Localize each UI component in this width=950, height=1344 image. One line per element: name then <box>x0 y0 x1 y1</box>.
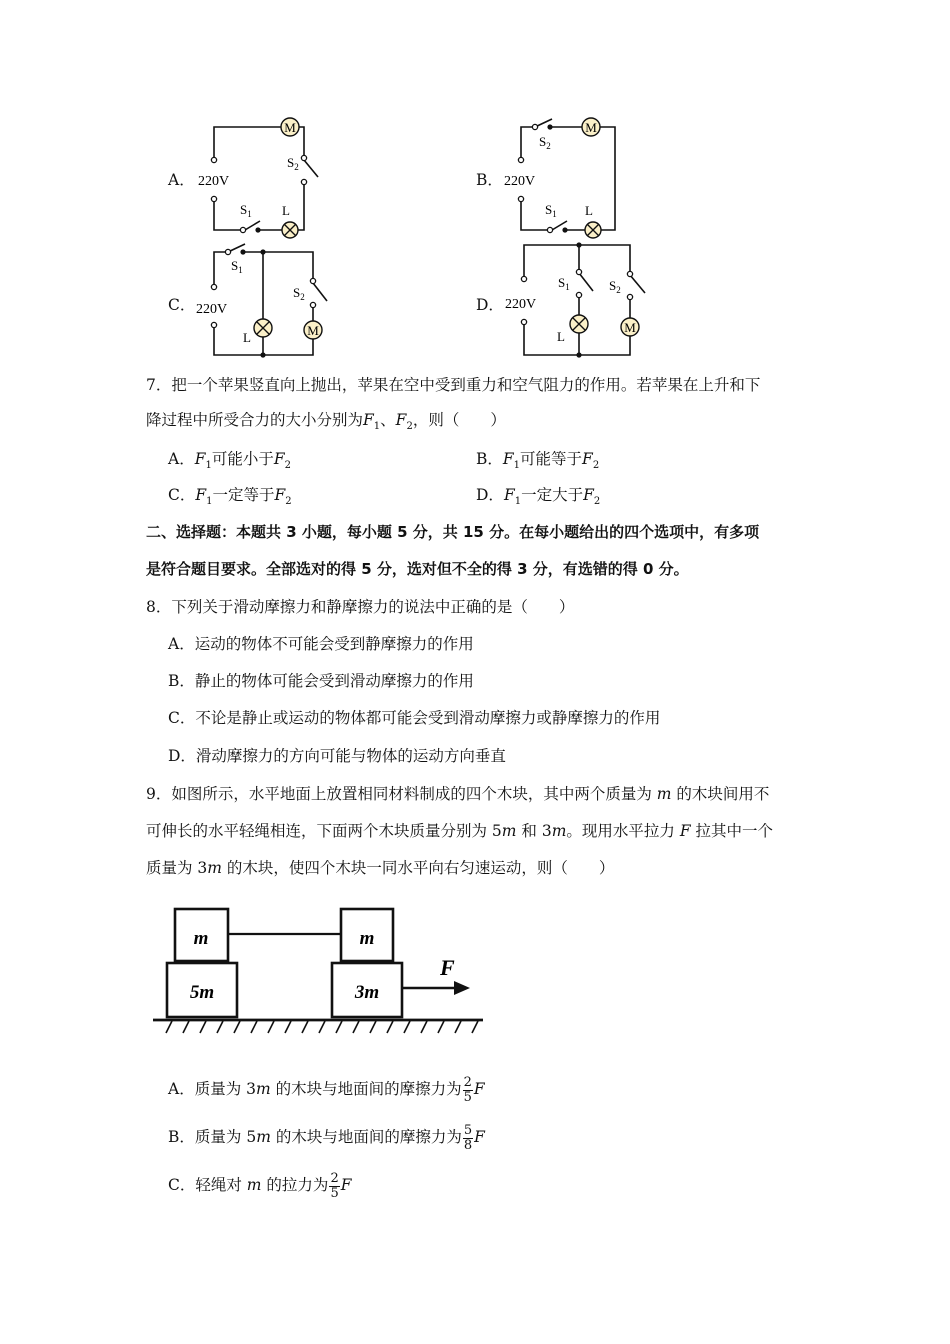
motor-icon <box>582 118 600 136</box>
hatch-mark <box>353 1021 359 1033</box>
lamp-icon <box>570 315 588 333</box>
voltage-label: 220V <box>196 302 228 317</box>
question-8-option-c: C．不论是静止或运动的物体都可能会受到滑动摩擦力或静摩擦力的作用 <box>168 709 661 727</box>
option-a-letter: A． <box>168 171 195 189</box>
circuit-diagram-c <box>190 235 330 365</box>
force-arrowhead-icon <box>454 981 470 995</box>
hatch-mark <box>166 1021 172 1033</box>
blocks-figure <box>150 902 490 1042</box>
hatch-mark <box>268 1021 274 1033</box>
hatch-mark <box>472 1021 478 1033</box>
question-9-option-a: A．质量为 3m 的木块与地面间的摩擦力为 $\frac{2}{5}$ F <box>168 1074 485 1105</box>
force-label: F <box>440 955 455 980</box>
hatch-mark <box>336 1021 342 1033</box>
fraction: $\frac{2}{5}$ <box>330 1170 339 1201</box>
switch-s1-label: $S_1$ <box>240 202 252 219</box>
option-d-letter: D． <box>476 296 504 314</box>
hatch-mark <box>302 1021 308 1033</box>
motor-icon <box>621 318 639 336</box>
hatch-mark <box>438 1021 444 1033</box>
option-c-letter: C． <box>168 296 196 314</box>
block-bottom-right-label: 3m <box>354 982 380 1003</box>
ground-hatching <box>166 1021 478 1033</box>
lamp-label: L <box>557 329 565 344</box>
lamp-label: L <box>282 203 290 218</box>
question-8-option-b: B．静止的物体可能会受到滑动摩擦力的作用 <box>168 672 474 690</box>
switch-s2-label: $S_2$ <box>287 155 299 172</box>
hatch-mark <box>421 1021 427 1033</box>
circuit-diagram-b <box>497 110 637 240</box>
circuit-diagram-a <box>190 110 330 240</box>
question-9-stem-line1: 9．如图所示，水平地面上放置相同材料制成的四个木块，其中两个质量为 m 的木块间用不 <box>146 785 770 803</box>
question-9-option-c: C．轻绳对 m 的拉力为 $\frac{2}{5}$ F <box>168 1170 352 1201</box>
hatch-mark <box>404 1021 410 1033</box>
motor-label: M <box>284 120 296 135</box>
motor-label: M <box>307 323 319 338</box>
voltage-label: 220V <box>198 174 230 189</box>
motor-label: M <box>624 320 636 335</box>
hatch-mark <box>251 1021 257 1033</box>
hatch-mark <box>183 1021 189 1033</box>
block-top-right-label: m <box>359 928 375 949</box>
question-9-stem-line2: 可伸长的水平轻绳相连，下面两个木块质量分别为 5m 和 3m。现用水平拉力 F 拉其中一个 <box>146 822 774 840</box>
circuit-diagram-d <box>497 235 647 365</box>
question-9-option-b: B．质量为 5m 的木块与地面间的摩擦力为 $\frac{5}{8}$ F <box>168 1122 485 1153</box>
question-7-option-d: D．$F_1$一定大于$F_2$ <box>476 486 601 508</box>
motor-icon <box>304 321 322 339</box>
lamp-label: L <box>585 203 593 218</box>
switch-s1-label: $S_1$ <box>545 202 557 219</box>
hatch-mark <box>200 1021 206 1033</box>
question-7-stem-line1: 7．把一个苹果竖直向上抛出，苹果在空中受到重力和空气阻力的作用。若苹果在上升和下 <box>146 376 761 394</box>
question-8-stem: 8．下列关于滑动摩擦力和静摩擦力的说法中正确的是（ ） <box>146 598 575 616</box>
motor-icon <box>281 118 299 136</box>
hatch-mark <box>217 1021 223 1033</box>
lamp-icon <box>254 319 272 337</box>
hatch-mark <box>387 1021 393 1033</box>
section-2-instructions-line1: 二、选择题：本题共 3 小题，每小题 5 分，共 15 分。在每小题给出的四个选项中，有多项 <box>146 523 760 541</box>
hatch-mark <box>234 1021 240 1033</box>
question-7-option-a: A．$F_1$可能小于$F_2$ <box>168 450 291 472</box>
voltage-label: 220V <box>505 297 537 312</box>
fraction: $\frac{2}{5}$ <box>463 1074 472 1105</box>
hatch-mark <box>370 1021 376 1033</box>
hatch-mark <box>285 1021 291 1033</box>
switch-s1-label: $S_1$ <box>231 258 243 275</box>
question-8-option-a: A．运动的物体不可能会受到静摩擦力的作用 <box>168 635 474 653</box>
question-7-option-b: B．$F_1$可能等于$F_2$ <box>476 450 600 472</box>
switch-s2-label: $S_2$ <box>539 134 551 151</box>
question-8-option-d: D．滑动摩擦力的方向可能与物体的运动方向垂直 <box>168 747 506 765</box>
hatch-mark <box>319 1021 325 1033</box>
motor-label: M <box>585 120 597 135</box>
switch-s1-label: $S_1$ <box>558 275 570 292</box>
question-7-stem-line2: 降过程中所受合力的大小分别为$F_1$、$F_2$，则（ ） <box>146 411 506 433</box>
block-top-left-label: m <box>193 928 209 949</box>
section-2-instructions-line2: 是符合题目要求。全部选对的得 5 分，选对但不全的得 3 分，有选错的得 0 分。 <box>146 560 689 578</box>
option-b-letter: B． <box>476 171 503 189</box>
question-9-stem-line3: 质量为 3m 的木块，使四个木块一同水平向右匀速运动，则（ ） <box>146 859 615 877</box>
hatch-mark <box>455 1021 461 1033</box>
question-7-option-c: C．$F_1$一定等于$F_2$ <box>168 486 292 508</box>
block-bottom-left-label: 5m <box>189 982 215 1003</box>
switch-s2-label: $S_2$ <box>293 285 305 302</box>
voltage-label: 220V <box>504 174 536 189</box>
fraction: $\frac{5}{8}$ <box>463 1122 473 1153</box>
lamp-label: L <box>243 330 251 345</box>
switch-s2-label: $S_2$ <box>609 278 621 295</box>
